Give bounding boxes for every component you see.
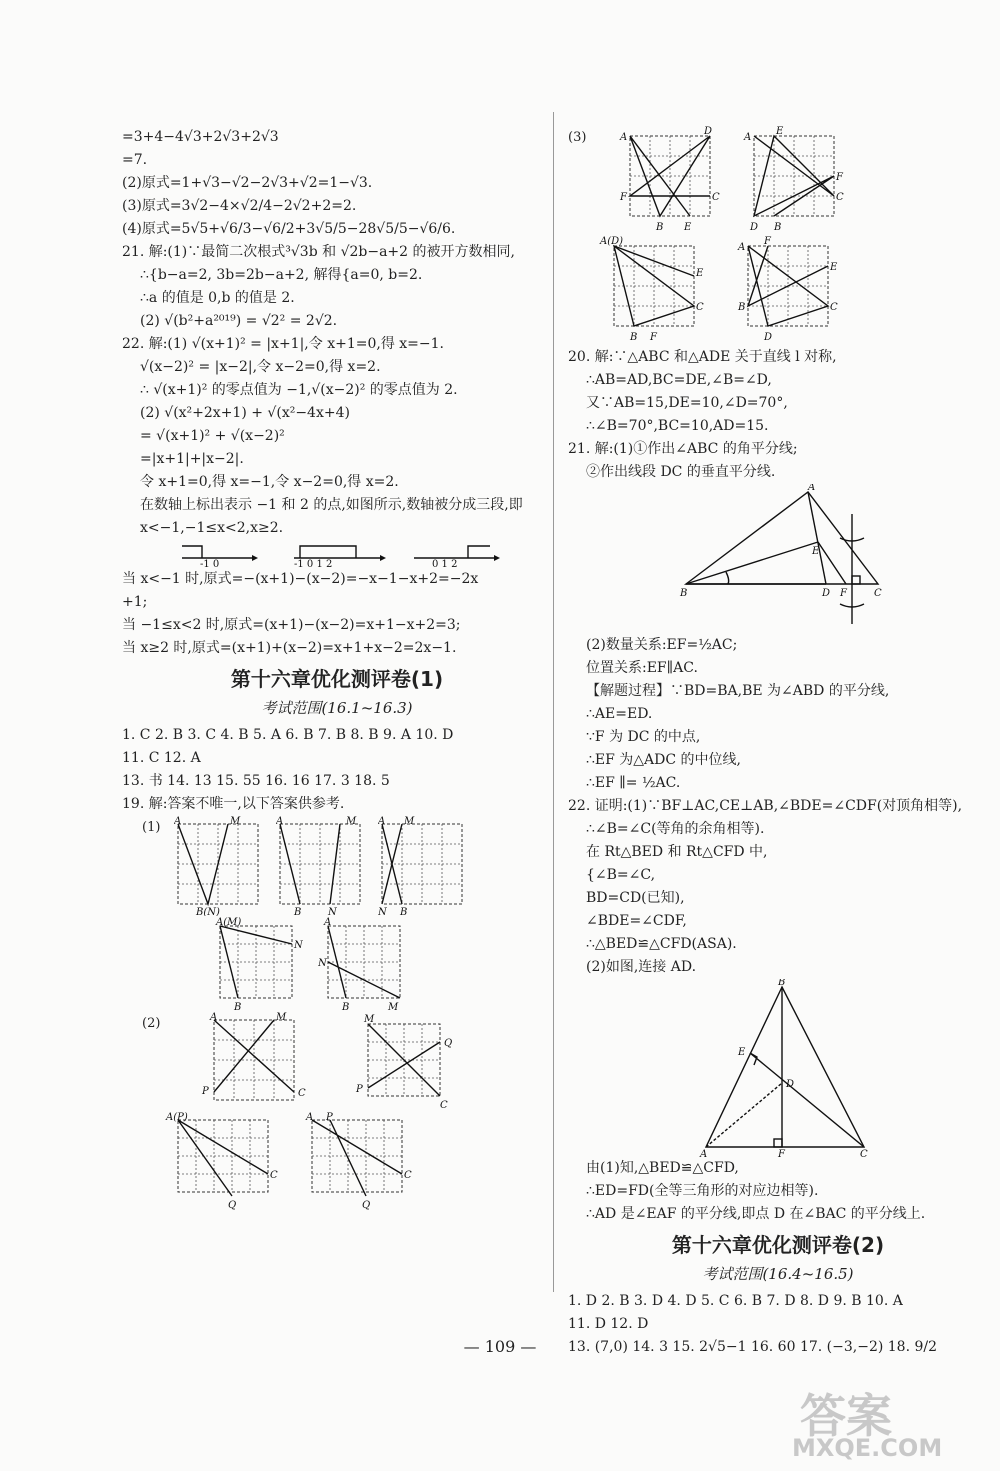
svg-text:P: P <box>202 1086 210 1097</box>
text-line: ∴ED=FD(全等三角形的对应边相等). <box>586 1183 819 1199</box>
text-line: ②作出线段 DC 的垂直平分线. <box>586 464 776 480</box>
svg-text:F: F <box>840 588 847 599</box>
svg-text:C: C <box>836 192 845 203</box>
text-line: 22. 证明:(1)∵BF⊥AC,CE⊥AB,∠BDE=∠CDF(对顶角相等), <box>568 798 963 814</box>
text-line: BD=CD(已知), <box>586 890 685 906</box>
svg-text:E: E <box>830 262 838 273</box>
text-line: =7. <box>122 152 148 168</box>
text-line: ∴a 的值是 0,b 的值是 2. <box>140 290 295 306</box>
grid-figure <box>296 1112 416 1212</box>
grid-figure <box>734 126 854 236</box>
text-line: {∠B=∠C, <box>586 867 656 883</box>
text-line: ∴ √(x+1)² 的零点值为 −1,√(x−2)² 的零点值为 2. <box>140 382 458 398</box>
svg-text:F: F <box>620 192 628 203</box>
svg-text:B: B <box>778 979 786 988</box>
svg-text:-1 0 1 2: -1 0 1 2 <box>294 559 333 568</box>
grid-figure <box>174 1012 314 1112</box>
svg-text:E: E <box>696 268 704 279</box>
text-line: ∴EF 为△ADC 的中位线, <box>586 752 742 768</box>
text-line: +1; <box>122 594 148 610</box>
text-line: (2) √(x²+2x+1) + √(x²−4x+4) <box>140 405 350 421</box>
svg-text:B: B <box>342 1002 350 1012</box>
text-line: 21. 解:(1)∵最简二次根式³√3b 和 √2b−a+2 的被开方数相同, <box>122 244 515 260</box>
watermark-url: MXQE.COM <box>792 1434 943 1462</box>
text-line: ∠BDE=∠CDF, <box>586 913 687 929</box>
svg-text:N: N <box>378 907 388 916</box>
figure-label: (1) <box>142 820 161 835</box>
svg-text:A: A <box>276 816 284 827</box>
svg-text:P: P <box>326 1112 333 1123</box>
svg-text:F: F <box>836 172 844 183</box>
grid-figure <box>174 816 262 916</box>
text-line: 在数轴上标出表示 −1 和 2 的点,如图所示,数轴被分成三段,即 <box>140 497 523 513</box>
column-divider <box>553 112 554 1292</box>
text-line: (2) √(b²+a²⁰¹⁹) = √2² = 2√2. <box>140 313 338 329</box>
svg-text:A: A <box>808 484 816 493</box>
svg-text:C: C <box>404 1170 412 1181</box>
svg-text:F: F <box>764 236 771 247</box>
text-line: 当 −1≤x<2 时,原式=(x+1)−(x−2)=x+1−x+2=3; <box>122 617 461 633</box>
svg-text:Q: Q <box>444 1038 453 1049</box>
figure-label: (3) <box>568 130 587 145</box>
text-line: 令 x+1=0,得 x=−1,令 x−2=0,得 x=2. <box>140 474 399 490</box>
figure-label: (2) <box>142 1016 161 1031</box>
svg-text:A: A <box>174 816 182 827</box>
svg-text:C: C <box>860 1149 868 1157</box>
text-line: (4)原式=5√5+√6/3−√6/2+3√5/5−28√5/5−√6/6. <box>122 221 456 237</box>
svg-text:M: M <box>388 1002 399 1012</box>
grid-figure <box>328 1012 458 1112</box>
text-line: (2)数量关系:EF=½AC; <box>586 637 738 653</box>
grid-figure <box>318 916 408 1012</box>
text-line: ∴∠B=∠C(等角的余角相等). <box>586 821 765 837</box>
svg-text:E: E <box>738 1047 746 1058</box>
grid-figure <box>162 1112 282 1212</box>
answer-line: 11. D 12. D <box>568 1316 649 1332</box>
svg-text:P: P <box>356 1084 364 1095</box>
text-line: 当 x<−1 时,原式=−(x+1)−(x−2)=−x−1−x+2=−2x <box>122 571 479 587</box>
svg-text:B: B <box>774 222 782 233</box>
svg-text:C: C <box>440 1100 449 1111</box>
svg-text:D: D <box>822 588 831 599</box>
answer-line: 1. C 2. B 3. C 4. B 5. A 6. B 7. B 8. B 9. A 10. D <box>122 727 454 743</box>
text-line: 在 Rt△BED 和 Rt△CFD 中, <box>586 844 768 860</box>
svg-text:A: A <box>210 1012 218 1023</box>
chapter-title: 第十六章优化测评卷(1) <box>230 667 444 691</box>
answer-line: 13. (7,0) 14. 3 15. 2√5−1 16. 60 17. (−3,−2) 18. 9/2 <box>568 1339 938 1355</box>
svg-text:M: M <box>404 816 415 827</box>
text-line: (2)原式=1+√3−√2−2√3+√2=1−√3. <box>122 175 373 191</box>
text-line: 20. 解:∵△ABC 和△ADE 关于直线 l 对称, <box>568 349 837 365</box>
number-line-figure <box>122 540 542 568</box>
svg-text:B(N): B(N) <box>196 907 221 916</box>
text-line: 由(1)知,△BED≌△CFD, <box>586 1160 739 1176</box>
svg-text:M: M <box>346 816 357 827</box>
left-column <box>122 126 552 1212</box>
svg-text:F: F <box>650 332 657 343</box>
text-line: ∵F 为 DC 的中点, <box>586 729 701 745</box>
text-line: 当 x≥2 时,原式=(x+1)+(x−2)=x+1+x−2=2x−1. <box>122 640 457 656</box>
svg-text:N: N <box>328 907 338 916</box>
text-line: ∴EF ∥= ½AC. <box>586 775 681 791</box>
svg-text:D: D <box>786 1079 795 1090</box>
triangle-proof-figure <box>568 979 988 1157</box>
svg-text:E: E <box>776 126 784 137</box>
svg-text:A: A <box>378 816 386 827</box>
grid-figure <box>728 236 848 346</box>
text-line: (2)如图,连接 AD. <box>586 959 697 975</box>
grid-figure <box>378 816 466 916</box>
svg-text:A(M): A(M) <box>216 917 242 928</box>
text-line: ∴△BED≌△CFD(ASA). <box>586 936 737 952</box>
svg-text:C: C <box>830 302 838 313</box>
watermark-logo: 答案 <box>800 1389 892 1443</box>
svg-text:A: A <box>744 132 752 143</box>
text-line: √(x−2)² = |x−2|,令 x−2=0,得 x=2. <box>140 359 381 375</box>
svg-text:N: N <box>294 940 303 951</box>
answer-line: 11. C 12. A <box>122 750 201 766</box>
svg-text:B: B <box>234 1002 242 1012</box>
svg-text:A: A <box>620 132 628 143</box>
right-column <box>568 126 988 1359</box>
text-line: = √(x+1)² + √(x−2)² <box>140 428 285 444</box>
svg-text:E: E <box>684 222 692 233</box>
svg-text:Q: Q <box>228 1200 237 1211</box>
text-line: ∴{b−a=2, 3b=2b−a+2, 解得{a=0, b=2. <box>140 267 423 283</box>
text-line: ∴AE=ED. <box>586 706 653 722</box>
svg-text:C: C <box>270 1170 278 1181</box>
svg-text:M: M <box>364 1014 375 1025</box>
svg-text:-1 0: -1 0 <box>200 559 220 568</box>
svg-text:A: A <box>306 1112 314 1123</box>
svg-text:E: E <box>812 546 820 557</box>
svg-text:M: M <box>230 816 241 827</box>
svg-text:Q: Q <box>362 1200 371 1211</box>
svg-text:D: D <box>764 332 773 343</box>
svg-text:0 1 2: 0 1 2 <box>432 559 458 568</box>
svg-text:A(P): A(P) <box>166 1112 188 1123</box>
answer-line: 1. D 2. B 3. D 4. D 5. C 6. B 7. D 8. D 9. B 10. A <box>568 1293 903 1309</box>
text-line: x<−1,−1≤x<2,x≥2. <box>140 520 284 536</box>
text-line: 位置关系:EF∥AC. <box>586 660 698 676</box>
answer-line: 13. 书 14. 13 15. 55 16. 16 17. 3 18. 5 <box>122 773 390 789</box>
svg-text:C: C <box>298 1088 307 1099</box>
text-line: =|x+1|+|x−2|. <box>140 451 244 467</box>
svg-text:C: C <box>874 588 882 599</box>
text-line: ∴AB=AD,BC=DE,∠B=∠D, <box>586 372 772 388</box>
svg-text:B: B <box>400 907 408 916</box>
svg-text:A: A <box>738 242 746 253</box>
answer-line: 19. 解:答案不唯一,以下答案供参考. <box>122 796 345 812</box>
text-line: 21. 解:(1)①作出∠ABC 的角平分线; <box>568 441 798 457</box>
svg-text:M: M <box>276 1012 287 1023</box>
triangle-construction-figure <box>568 484 988 634</box>
exam-scope: 考试范围(16.4~16.5) <box>702 1265 854 1283</box>
svg-text:A: A <box>324 917 332 928</box>
svg-text:B: B <box>656 222 664 233</box>
text-line: ∴AD 是∠EAF 的平分线,即点 D 在∠BAC 的平分线上. <box>586 1206 926 1222</box>
grid-figure <box>214 916 304 1012</box>
grid-figure <box>594 236 714 346</box>
grid-figure <box>276 816 364 916</box>
svg-text:D: D <box>704 126 713 137</box>
svg-text:C: C <box>712 192 721 203</box>
svg-text:B: B <box>294 907 302 916</box>
grid-figure <box>600 126 720 236</box>
text-line: (3)原式=3√2−4×√2/4−2√2+2=2. <box>122 198 357 214</box>
svg-text:A(D): A(D) <box>600 236 624 247</box>
svg-text:B: B <box>630 332 638 343</box>
svg-text:B: B <box>738 302 746 313</box>
svg-text:C: C <box>696 302 704 313</box>
svg-text:D: D <box>750 222 759 233</box>
text-line: =3+4−4√3+2√3+2√3 <box>122 129 279 145</box>
page-number: — 109 — <box>463 1337 537 1356</box>
text-line: 又∵AB=15,DE=10,∠D=70°, <box>586 395 788 411</box>
svg-text:A: A <box>700 1149 708 1157</box>
svg-text:B: B <box>680 588 688 599</box>
exam-scope: 考试范围(16.1~16.3) <box>261 699 413 717</box>
text-line: ∴∠B=70°,BC=10,AD=15. <box>586 418 769 434</box>
svg-text:F: F <box>778 1149 785 1157</box>
svg-text:N: N <box>318 958 327 969</box>
text-line: 22. 解:(1) √(x+1)² = |x+1|,令 x+1=0,得 x=−1. <box>122 336 444 352</box>
text-line: 【解题过程】∵BD=BA,BE 为∠ABD 的平分线, <box>586 683 890 699</box>
chapter-title: 第十六章优化测评卷(2) <box>671 1233 885 1257</box>
